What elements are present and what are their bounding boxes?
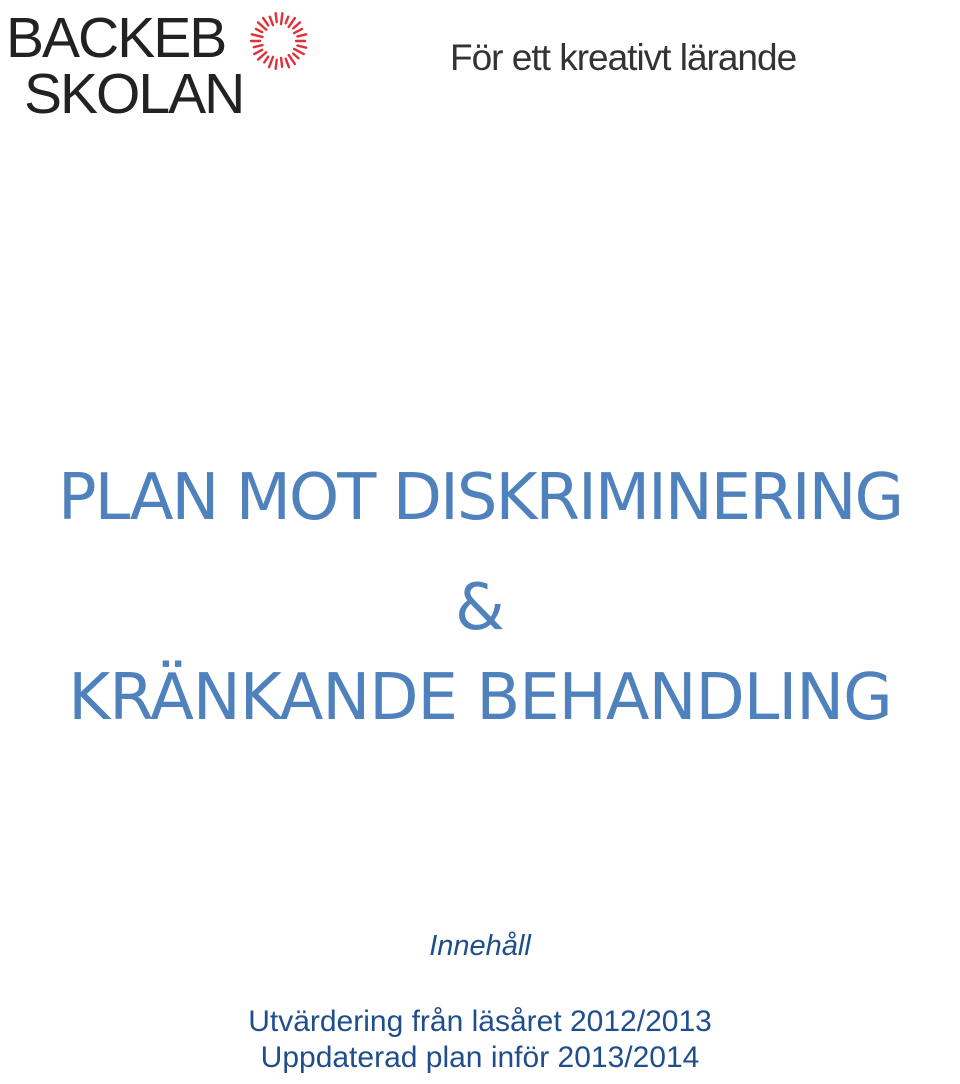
logo-text-line-1: BACKEB (6, 6, 226, 70)
document-title-line-1: PLAN MOT DISKRIMINERING (57, 461, 903, 535)
sun-ray (256, 29, 262, 32)
document-title-line-3: KRÄNKANDE BEHANDLING (68, 661, 892, 735)
sun-ray (263, 18, 268, 25)
sun-ray (289, 55, 295, 64)
sun-ray (258, 52, 266, 59)
sun-ray (293, 22, 300, 28)
sun-ray (254, 45, 263, 47)
sun-ray (281, 13, 282, 24)
sun-ray (269, 57, 273, 67)
sun-ray (254, 50, 262, 54)
sun-ray (281, 58, 282, 67)
sun-ray (286, 17, 288, 24)
school-tagline: För ett kreativt lärande (450, 37, 797, 78)
sun-ray (293, 54, 298, 59)
sun-ray (252, 34, 263, 37)
sun-ray (276, 13, 277, 22)
contents-item-evaluation: Utvärdering från läsåret 2012/2013 (248, 1005, 712, 1038)
sun-ray (264, 57, 268, 63)
sun-stamp-icon (248, 10, 310, 72)
sun-ray (286, 59, 289, 67)
contents-heading: Innehåll (429, 930, 531, 962)
sun-ray (289, 18, 295, 27)
school-logo (6, 6, 306, 126)
sun-ray (270, 17, 273, 25)
contents-item-updated-plan: Uppdaterad plan inför 2013/2014 (260, 1041, 700, 1074)
sun-ray (294, 49, 304, 54)
sun-ray (297, 46, 306, 48)
sun-ray (258, 22, 266, 29)
logo-text-line-2: SKOLAN (24, 62, 244, 126)
sun-ray (297, 34, 306, 36)
sun-ray (276, 60, 277, 69)
sun-ray (294, 29, 302, 33)
document-title-ampersand: & (455, 571, 505, 645)
